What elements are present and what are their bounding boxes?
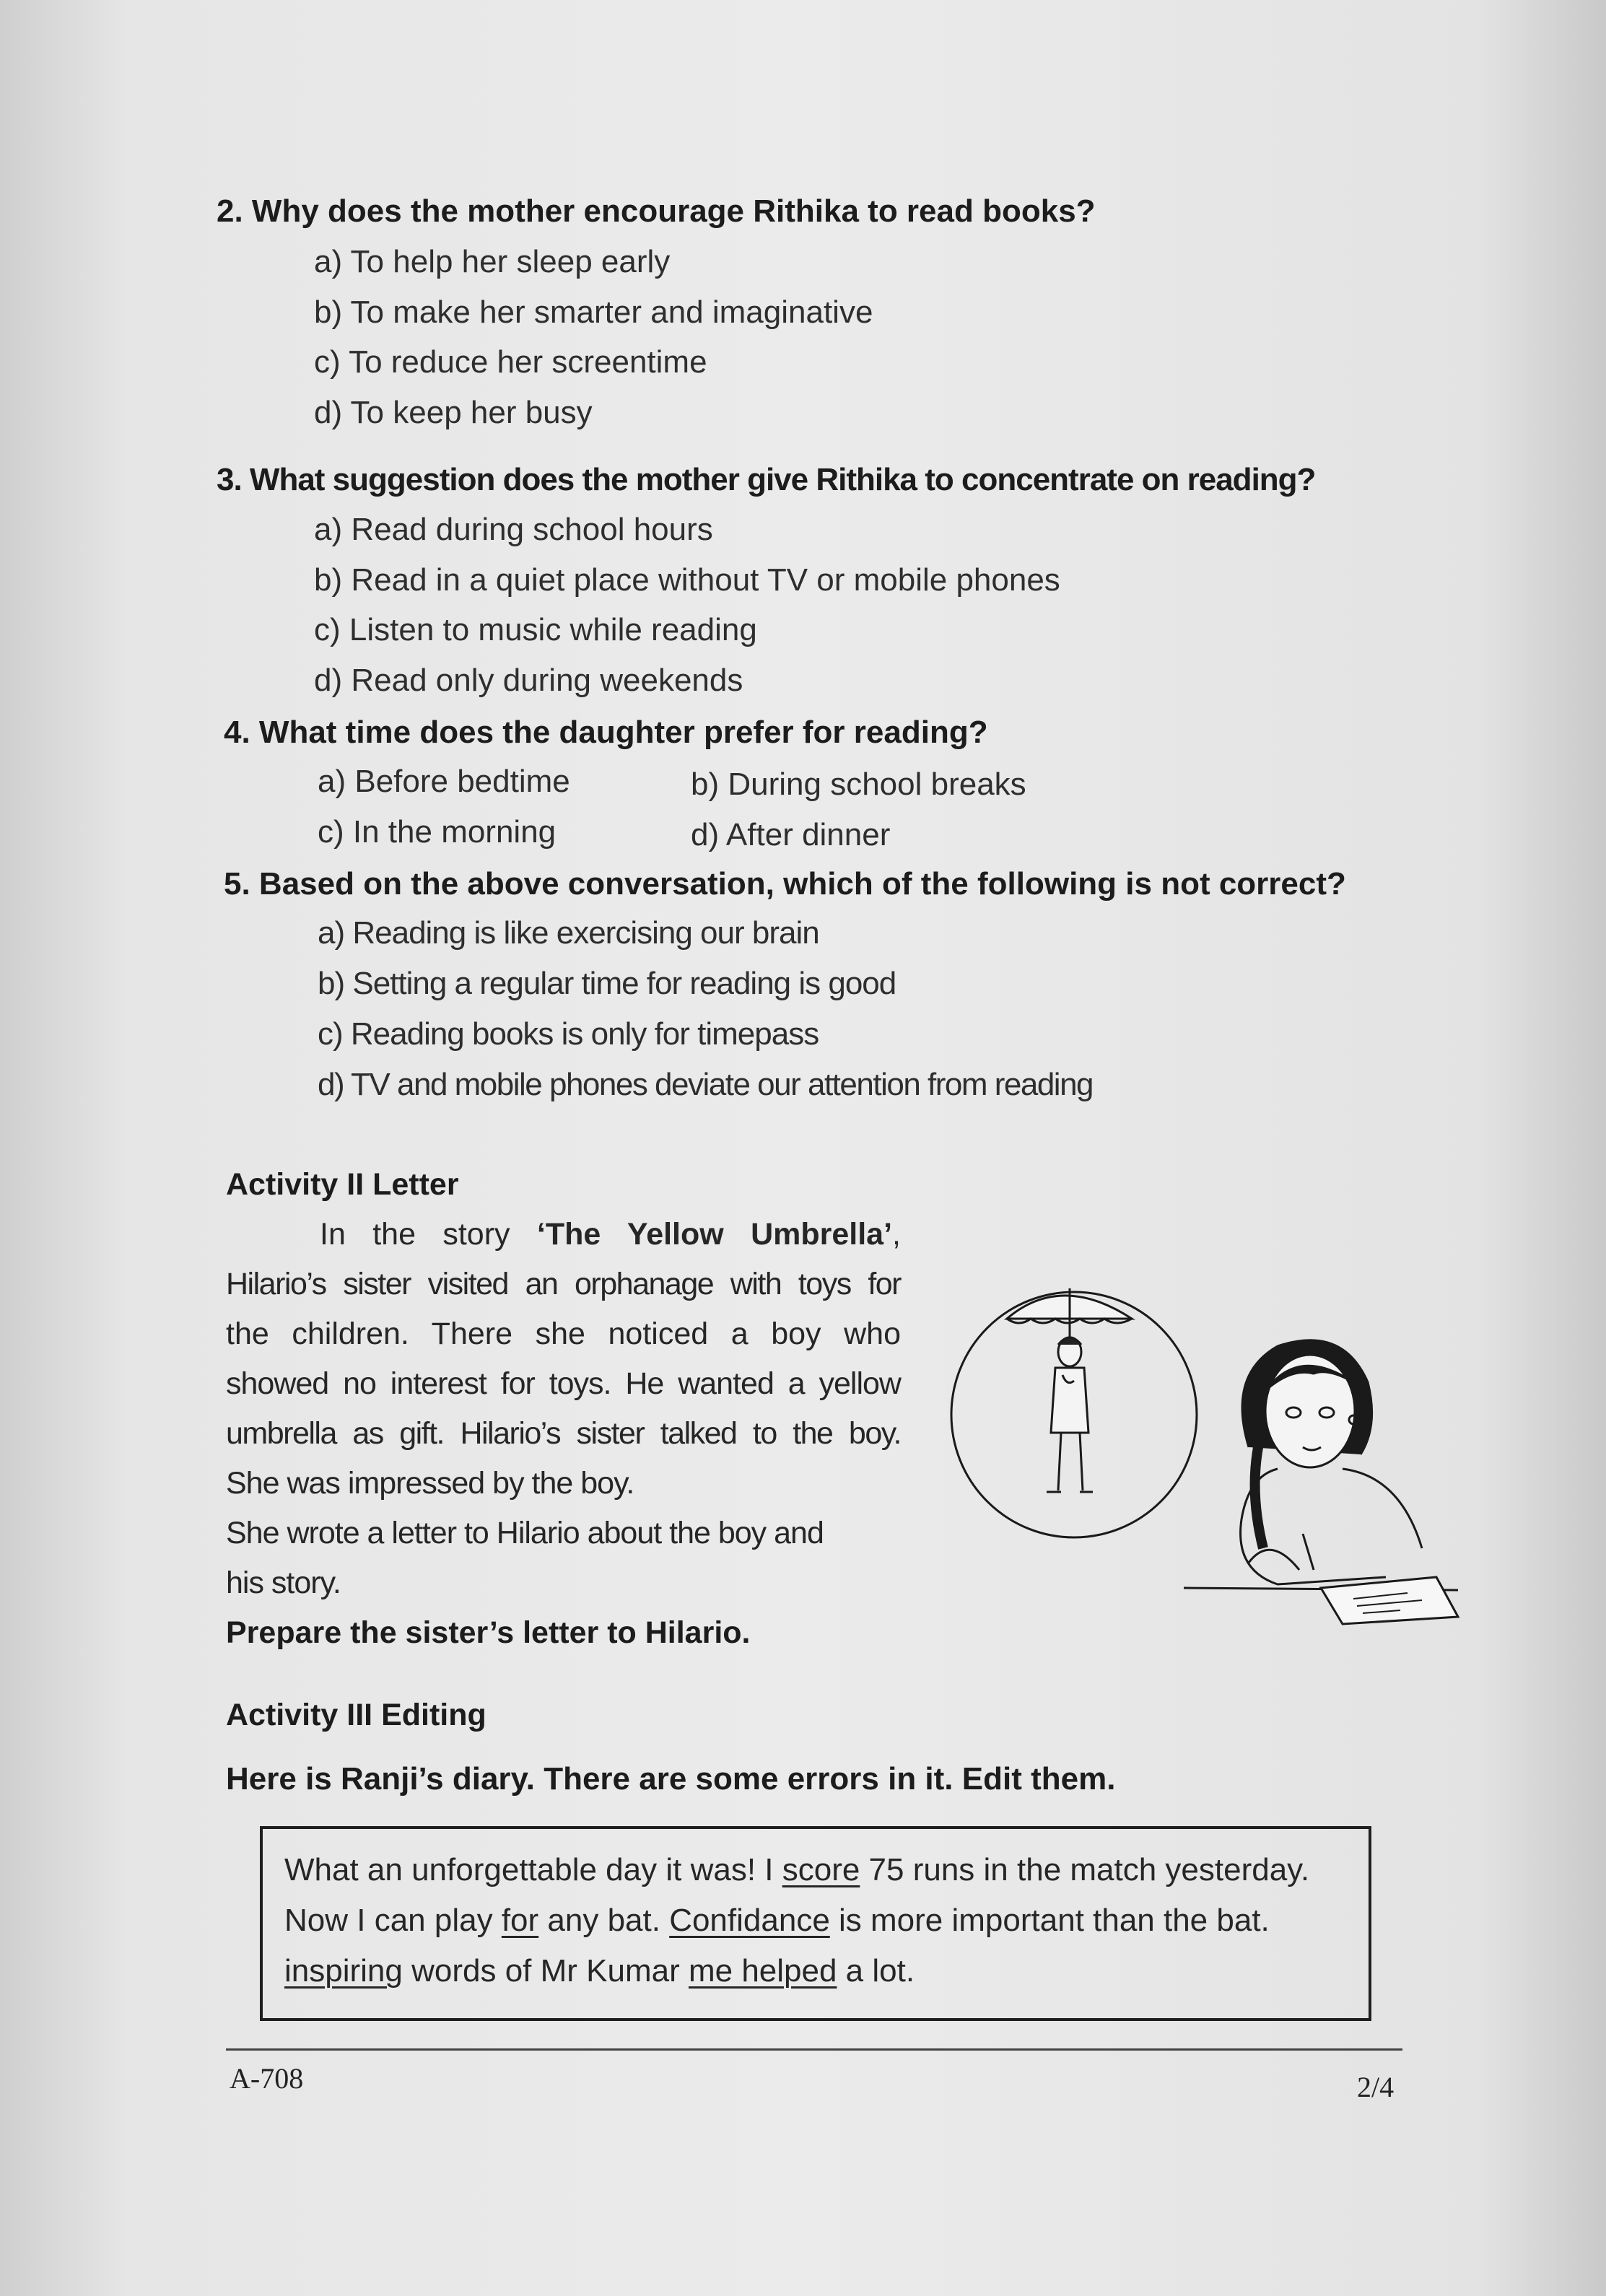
question-5-option-b: b) Setting a regular time for reading is good [318,966,896,1001]
question-3-option-c: c) Listen to music while reading [314,612,757,647]
activity-2-heading: Activity II Letter [226,1167,459,1202]
error-inspiring: inspiring [284,1953,403,1989]
question-4-option-a: a) Before bedtime [318,764,570,799]
question-2-option-a: a) To help her sleep early [314,244,671,279]
question-4-option-b: b) During school breaks [691,767,1026,802]
question-5-option-c: c) Reading books is only for timepass [318,1016,819,1052]
passage-line: the children. There she noticed a boy who [226,1317,901,1351]
letter-task: Prepare the sister’s letter to Hilario. [226,1615,751,1650]
passage-line: his story. [226,1566,341,1600]
question-5-option-d: d) TV and mobile phones deviate our attention from reading [318,1067,1094,1102]
question-3-title: 3. What suggestion does the mother give Rithika to concentrate on reading? [217,462,1316,497]
question-2-title: 2. Why does the mother encourage Rithika to read books? [217,193,1096,229]
page-number: 2/4 [1357,2071,1395,2103]
error-for: for [501,1903,539,1938]
error-confidance: Confidance [669,1903,830,1938]
question-3-option-a: a) Read during school hours [314,512,713,547]
question-2-option-d: d) To keep her busy [314,395,593,430]
story-title: ‘The Yellow Umbrella’ [536,1217,893,1252]
question-5-option-a: a) Reading is like exercising our brain [318,915,819,951]
editing-instruction: Here is Ranji’s diary. There are some errors in it. Edit them. [226,1761,1116,1797]
question-3-option-b: b) Read in a quiet place without TV or mobile phones [314,562,1060,598]
activity-2-passage [226,1210,901,1658]
question-4-option-d: d) After dinner [691,817,891,852]
letter-paper-icon [1321,1577,1458,1624]
question-2-option-b: b) To make her smarter and imaginative [314,294,873,330]
question-4-option-c: c) In the morning [318,814,557,850]
diary-line-1: What an unforgettable day it was! I score 75 runs in the match yesterday. [284,1852,1310,1887]
umbrella-icon [1007,1288,1132,1337]
question-5-title: 5. Based on the above conversation, which of the following is not correct? [224,866,1346,902]
diary-box [260,1826,1371,2021]
question-2-option-c: c) To reduce her screentime [314,344,707,380]
passage-line: She wrote a letter to Hilario about the boy and [226,1516,824,1550]
passage-line: showed no interest for toys. He wanted a yellow [226,1366,901,1401]
diary-line-2: Now I can play for any bat. Confidance is more important than the bat. [284,1903,1270,1938]
activity-3-heading: Activity III Editing [226,1698,486,1732]
error-score: score [782,1852,860,1887]
diary-line-3: inspiring words of Mr Kumar me helped a lot. [284,1953,915,1989]
girl-writing-icon [1241,1340,1422,1584]
passage-line: Hilario’s sister visited an orphanage with toys for [226,1267,901,1301]
question-4-title: 4. What time does the daughter prefer for reading? [224,715,988,750]
paper-code: A-708 [230,2062,304,2095]
error-me-helped: me helped [688,1953,837,1989]
boy-icon [1047,1337,1093,1492]
diary-text [284,1845,1309,1996]
letter-writing-illustration [938,1260,1487,1635]
passage-intro-line: In the story ‘The Yellow Umbrella’, [320,1217,901,1252]
question-3-option-d: d) Read only during weekends [314,663,743,698]
passage-line: umbrella as gift. Hilario’s sister talked to the boy. [226,1416,901,1451]
footer-divider [226,2048,1402,2051]
passage-line: She was impressed by the boy. [226,1466,634,1501]
